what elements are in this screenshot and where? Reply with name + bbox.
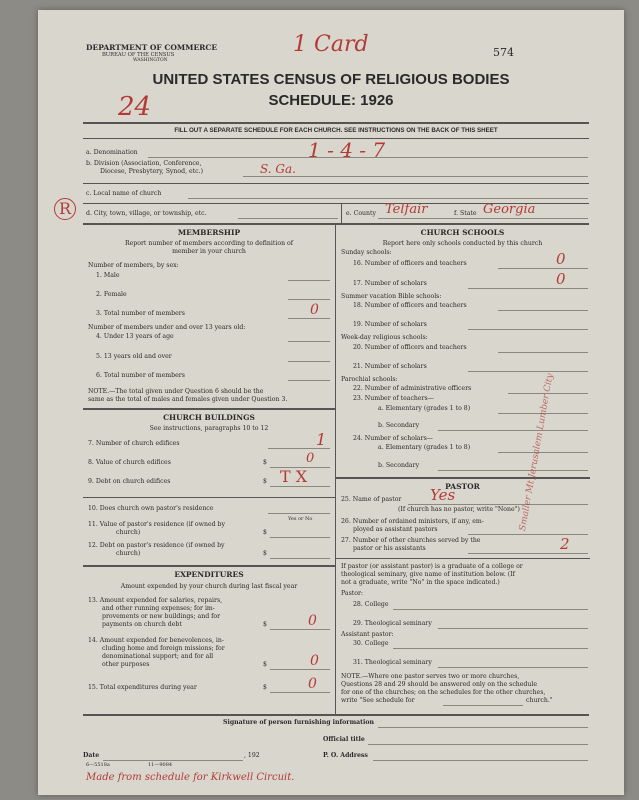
pastor-subhead: Pastor: [341,590,364,597]
q17: 17. Number of scholars [353,280,427,287]
q15-total-expenditures: 15. Total expenditures during year [88,684,197,691]
date-label: Date [83,752,100,759]
handwritten-bottom-note: Made from schedule for Kirkwell Circuit. [86,772,295,783]
state-value: Georgia [483,202,536,217]
form-code-2: 11—9084 [148,762,173,768]
po-address-label: P. O. Address [323,752,368,759]
denomination-value: 1 - 4 - 7 [308,138,386,162]
yes-or-no-hint: Yes or No [288,516,313,522]
division-value: S. Ga. [260,162,296,176]
county-value: Telfair [385,202,428,217]
q25-note: (If church has no pastor, write "None") [398,506,520,513]
q14-line-2: cluding home and foreign missions; for [102,645,225,652]
official-title-label: Official title [323,736,365,743]
city-town-label: d. City, town, village, or township, etc. [86,210,207,217]
q9-value: T X [280,467,308,486]
q26-line-2: ployed as assistant pastors [353,526,438,533]
q27-line-2: pastor or his assistants [353,545,426,552]
grad-line-3: not a graduate, write "No" in the space indicated.) [341,579,500,586]
parochial-schools: Parochial schools: [341,376,398,383]
pastor-note-2: Questions 28 and 29 should be answered only on the schedule [341,681,538,688]
denomination-label: a. Denomination [86,149,138,156]
q28: 28. College [353,601,389,608]
q13-value: 0 [308,613,317,629]
schedule-title: SCHEDULE: 1926 [268,92,394,109]
summer-schools: Summer vacation Bible schools: [341,293,442,300]
members-under-over: Number of members under and over 13 years old: [88,324,246,331]
dollar-sign: $ [263,529,267,536]
q29: 29. Theological seminary [353,620,432,627]
pastor-note-3: for one of the churches; on the schedules for the other churches, [341,689,546,696]
schools-heading: CHURCH SCHOOLS [420,228,505,237]
q14-line-4: other purposes [102,661,150,668]
dollar-sign: $ [263,684,267,691]
county-label: e. County [346,210,377,217]
pastor-heading: PASTOR [445,482,480,491]
q12-debt-residence: 12. Debt on pastor's residence (if owned by [88,542,225,549]
q4-under13: 4. Under 13 years of age [96,333,174,340]
q1-male: 1. Male [96,272,120,279]
form-title: UNITED STATES CENSUS OF RELIGIOUS BODIES [152,71,510,88]
q24b: b. Secondary [378,462,420,469]
q27-line-1: 27. Number of other churches served by the [341,537,481,544]
q24: 24. Number of scholars— [353,435,433,442]
division-label-1: b. Division (Association, Conference, [86,160,202,167]
census-schedule-sheet [38,10,624,795]
q5-over13: 5. 13 years old and over [96,353,172,360]
membership-intro-2: member in your church [172,248,246,255]
grad-line-1: If pastor (or assistant pastor) is a graduate of a college or [341,563,523,570]
q10-owns-residence: 10. Does church own pastor's residence [88,505,214,512]
form-number: 574 [493,46,514,59]
q26-line-1: 26. Number of ordained ministers, if any, em- [341,518,484,525]
dollar-sign: $ [263,478,267,485]
q31: 31. Theological seminary [353,659,432,666]
dollar-sign: $ [263,459,267,466]
local-name-label: c. Local name of church [86,190,162,197]
q13-line-3: provements or new buildings; and for [102,613,221,620]
pastor-note-4: write "See schedule for [341,697,415,704]
q21: 21. Number of scholars [353,363,427,370]
q17-value: 0 [556,270,566,288]
side-handwritten-note: Smaller Mt Jerusalem Lumber City [518,372,556,532]
membership-note-2: same as the total of males and females given under Question 3. [88,396,288,403]
q24a: a. Elementary (grades 1 to 8) [378,444,471,451]
membership-note-1: NOTE.—The total given under Question 6 should be the [88,388,264,395]
signature-label: Signature of person furnishing information [223,719,374,726]
q22: 22. Number of administrative officers [353,385,472,392]
handwritten-number: 24 [118,92,152,122]
dollar-sign: $ [263,550,267,557]
q11-value-residence: 11. Value of pastor's residence (if owned by [88,521,225,528]
q12-church: church) [116,550,141,557]
q13-line-1: 13. Amount expended for salaries, repairs, [88,597,223,604]
weekday-schools: Week-day religious schools: [341,334,428,341]
sunday-schools: Sunday schools: [341,249,392,256]
handwritten-card-note: 1 Card [293,32,369,57]
q15-value: 0 [308,676,317,692]
division-label-2: Diocese, Presbytery, Synod, etc.) [100,168,204,175]
q27-value: 2 [560,535,570,553]
q13-line-2: and other running expenses; for im- [102,605,215,612]
q2-female: 2. Female [96,291,127,298]
pastor-note-1: NOTE.—Where one pastor serves two or more churches, [341,673,520,680]
q14-line-1: 14. Amount expended for benevolences, in- [88,637,224,644]
city-label: WASHINGTON [133,58,168,63]
membership-heading: MEMBERSHIP [177,228,241,237]
r-circle-mark: R [54,198,76,220]
q16-value: 0 [556,250,566,268]
state-label: f. State [454,210,477,217]
q8-value-edifices: 8. Value of church edifices [88,459,171,466]
pastor-note-4b: church." [526,697,553,704]
q6-total: 6. Total number of members [96,372,185,379]
membership-intro-1: Report number of members according to definition of [124,240,294,247]
q14-line-3: denominational support; and for all [102,653,214,660]
q23b: b. Secondary [378,422,420,429]
instruction-line: FILL OUT A SEPARATE SCHEDULE FOR EACH CHURCH. SEE INSTRUCTIONS ON THE BACK OF THIS SHEET [174,127,498,134]
q13-line-4: payments on church debt [102,621,182,628]
q8-value: 0 [306,451,315,466]
members-by-sex: Number of members, by sex: [88,262,179,269]
q7-edifices: 7. Number of church edifices [88,440,180,447]
q16: 16. Number of officers and teachers [353,260,467,267]
q9-debt-edifices: 9. Debt on church edifices [88,478,171,485]
q18: 18. Number of officers and teachers [353,302,467,309]
q25: 25. Name of pastor [341,496,402,503]
q11-church: church) [116,529,141,536]
q19: 19. Number of scholars [353,321,427,328]
q25-value: Yes [430,486,456,504]
expenditures-heading: EXPENDITURES [174,570,244,579]
schools-sub: Report here only schools conducted by this church [382,240,543,247]
q23a: a. Elementary (grades 1 to 8) [378,405,471,412]
buildings-heading: CHURCH BUILDINGS [163,413,255,422]
q14-value: 0 [310,653,319,669]
q30: 30. College [353,640,389,647]
dollar-sign: $ [263,621,267,628]
expenditures-sub: Amount expended by your church during last fiscal year [120,583,298,590]
year-label: , 192 [244,752,260,759]
q20: 20. Number of officers and teachers [353,344,467,351]
dollar-sign: $ [263,661,267,668]
q3-total: 3. Total number of members [96,310,185,317]
q23: 23. Number of teachers— [353,395,434,402]
bureau-label: BUREAU OF THE CENSUS [102,52,175,58]
department-label: DEPARTMENT OF COMMERCE [86,43,218,52]
grad-line-2: theological seminary, give name of institution below. (If [341,571,515,578]
q7-value: 1 [316,430,327,449]
form-code: 6—5518a [86,762,110,768]
buildings-sub: See instructions, paragraphs 10 to 12 [149,425,269,432]
q3-value: 0 [310,302,319,318]
assistant-subhead: Assistant pastor: [341,631,394,638]
